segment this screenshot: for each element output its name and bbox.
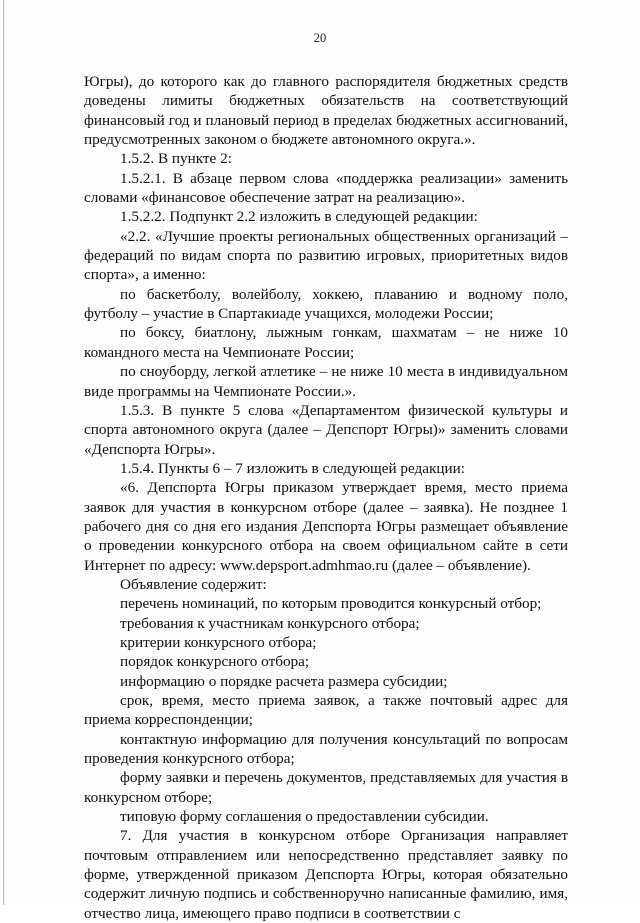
list-item: срок, время, место приема заявок, а также почтовый адрес для приема корреспонденции; xyxy=(84,692,568,729)
page-number: 20 xyxy=(313,31,327,45)
page-edge xyxy=(3,0,4,905)
paragraph: 7. Для участия в конкурсном отборе Организация направляет почтовым отправлением или непосредственно представляет заявку по форме, утвержденной приказом Депспорта Югры, которая обязательно содержит личную подпись и собственноручно написанные фамилию, имя, отчество лица, имеющего право подписи в соответствии с xyxy=(84,827,568,922)
list-item: требования к участникам конкурсного отбора; xyxy=(120,614,420,632)
list-item: форму заявки и перечень документов, представляемых для участия в конкурсном отборе; xyxy=(84,769,568,806)
list-item: контактную информацию для получения консультаций по вопросам проведения конкурсного отбора; xyxy=(84,730,568,768)
paragraph: 1.5.2. В пункте 2: xyxy=(120,150,232,168)
list-item: информацию о порядке расчета размера субсидии; xyxy=(120,672,448,690)
document-body xyxy=(84,72,568,923)
paragraph: 1.5.2.2. Подпункт 2.2 изложить в следующей редакции: xyxy=(120,208,478,226)
paragraph: «2.2. «Лучшие проекты региональных общественных организаций – федераций по видам спорта по развитию игровых, приоритетных видов спорта», а именно: xyxy=(84,227,568,284)
paragraph: Объявление содержит: xyxy=(120,575,267,593)
paragraph: по баскетболу, волейболу, хоккею, плаванию и водному поло, футболу – участие в Спартакиаде учащихся, молодежи России; xyxy=(84,285,568,323)
list-item: перечень номинаций, по которым проводится конкурсный отбор; xyxy=(120,595,542,613)
list-item: типовую форму соглашения о предоставлении субсидии. xyxy=(120,808,489,826)
paragraph: по боксу, биатлону, лыжным гонкам, шахматам – не ниже 10 командного места на Чемпионате России; xyxy=(84,324,568,361)
paragraph: 1.5.3. В пункте 5 слова «Департаментом физической культуры и спорта автономного округа (далее – Депспорт Югры)» заменить словами «Депспорта Югры». xyxy=(84,401,568,458)
paragraph: 1.5.2.1. В абзаце первом слова «поддержка реализации» заменить словами «финансовое обеспечение затрат на реализацию». xyxy=(84,169,568,207)
list-item: порядок конкурсного отбора; xyxy=(120,653,310,671)
paragraph: по сноуборду, легкой атлетике – не ниже 10 места в индивидуальном виде программы на Чемпионате России.». xyxy=(84,363,568,400)
paragraph: «6. Депспорта Югры приказом утверждает время, место приема заявок для участия в конкурсном отборе (далее – заявка). Не позднее 1 рабочего дня со дня его издания Депспорта Югры размещает объявление о проведении конкурсного отбора на своем официальном сайте в сети Интернет по адресу: www.depsport.admhmao.ru (далее – объявление). xyxy=(84,479,568,574)
paragraph: 1.5.4. Пункты 6 – 7 изложить в следующей редакции: xyxy=(120,459,465,477)
list-item: критерии конкурсного отбора; xyxy=(120,633,317,651)
paragraph: Югры), до которого как до главного распорядителя бюджетных средств доведены лимиты бюджетных обязательств на соответствующий финансовый год и плановый период в пределах бюджетных ассигнований, предусмотренных законом о бюджете автономного округа.». xyxy=(84,73,568,149)
